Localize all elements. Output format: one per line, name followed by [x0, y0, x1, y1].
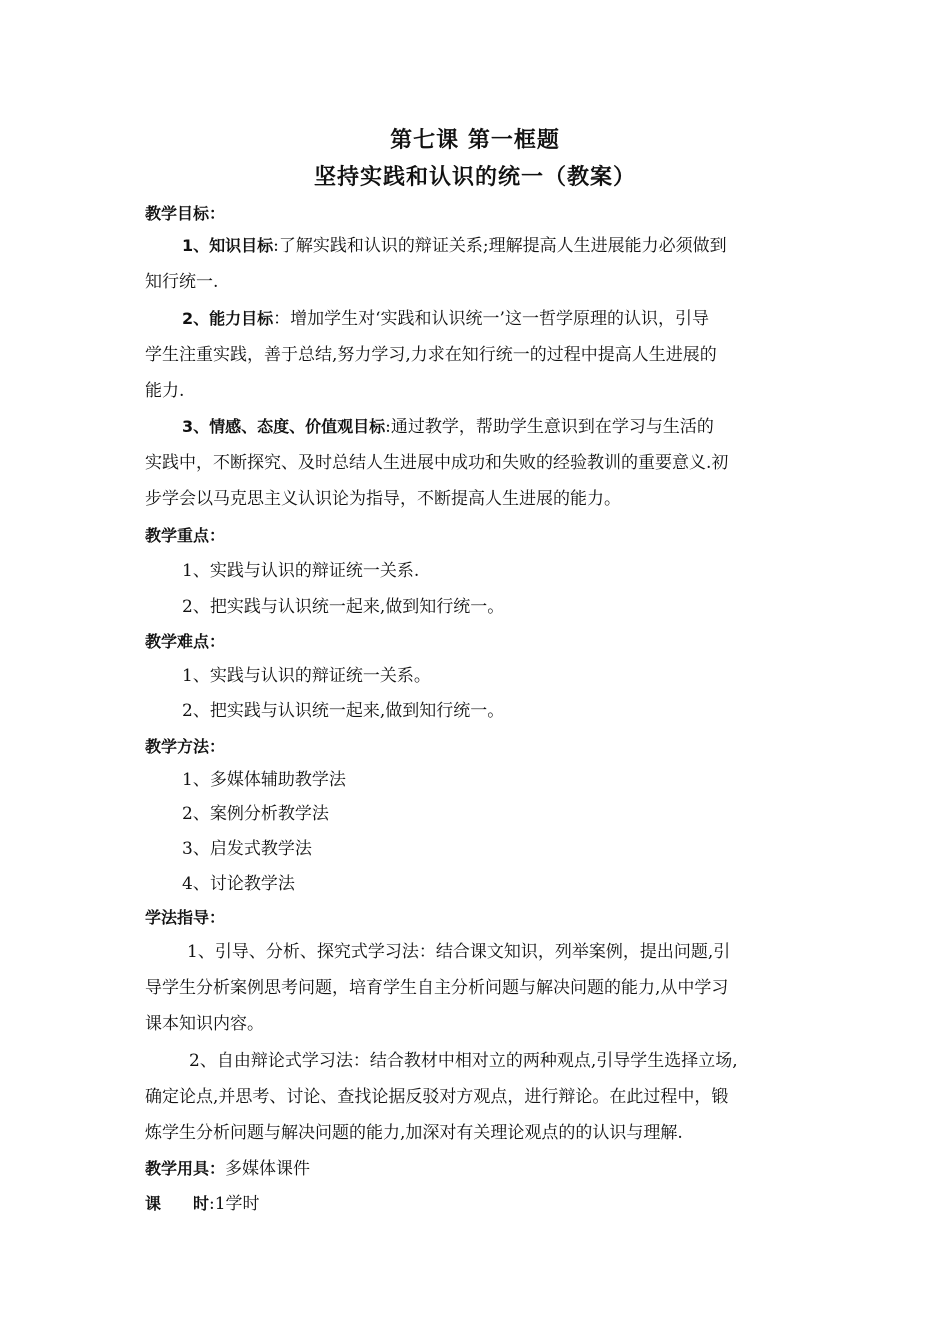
method-item: 1、多媒体辅助教学法: [182, 770, 346, 790]
guidance-p1-line: 课本知识内容。: [145, 1014, 264, 1034]
goal-ability-line-2: 学生注重实践，善于总结,努力学习,力求在知行统一的过程中提高人生进展的: [145, 345, 717, 365]
doc-title: 第七课 第一框题: [390, 128, 560, 153]
difficulty-item: 2、把实践与认识统一起来,做到知行统一。: [182, 701, 505, 721]
goal-knowledge-line-1: [182, 234, 862, 258]
guidance-p2-line: 2、自由辩论式学习法：结合教材中相对立的两种观点,引导学生选择立场,: [189, 1051, 738, 1071]
goal-emotion-label: 3、情感、态度、价值观目标: [182, 417, 386, 436]
guidance-p2-line: 炼学生分析问题与解决问题的能力,加深对有关理论观点的的认识与理解.: [145, 1123, 683, 1143]
goal-knowledge-line-2: 知行统一.: [145, 272, 219, 292]
hours-line: [145, 1192, 825, 1216]
goal-knowledge-text: :了解实践和认识的辩证关系;理解提高人生进展能力必须做到: [273, 236, 727, 256]
methods-heading: 教学方法：: [145, 737, 226, 756]
key-points-heading: 教学重点：: [145, 526, 226, 545]
tools-line: [145, 1157, 825, 1181]
method-item: 4、讨论教学法: [182, 874, 295, 894]
hours-value: :1学时: [209, 1194, 260, 1214]
goal-ability-text: ：增加学生对‘实践和认识统一’这一哲学原理的认识，引导: [273, 309, 709, 329]
guidance-heading: 学法指导：: [145, 908, 226, 927]
guidance-p1-line: 1、引导、分析、探究式学习法：结合课文知识，列举案例，提出问题,引: [187, 942, 731, 962]
guidance-p1-line: 导学生分析案例思考问题，培育学生自主分析问题与解决问题的能力,从中学习: [145, 978, 729, 998]
method-item: 3、启发式教学法: [182, 839, 312, 859]
difficulty-item: 1、实践与认识的辩证统一关系。: [182, 666, 431, 686]
goal-emotion-text: :通过教学，帮助学生意识到在学习与生活的: [385, 417, 714, 437]
key-point-item: 1、实践与认识的辩证统一关系.: [182, 561, 420, 581]
goals-heading: 教学目标：: [145, 204, 226, 223]
goal-emotion-line-1: [182, 415, 862, 439]
doc-subtitle: 坚持实践和认识的统一（教案）: [313, 165, 636, 190]
guidance-p2-line: 确定论点,并思考、讨论、查找论据反驳对方观点，进行辩论。在此过程中，锻: [145, 1087, 729, 1107]
key-point-item: 2、把实践与认识统一起来,做到知行统一。: [182, 597, 505, 617]
tools-value: 多媒体课件: [225, 1159, 311, 1179]
hours-label: 课 时: [145, 1194, 210, 1213]
difficulties-heading: 教学难点：: [145, 632, 226, 651]
goal-emotion-line-3: 步学会以马克思主义认识论为指导，不断提高人生进展的能力。: [145, 489, 621, 509]
tools-label: 教学用具：: [145, 1159, 226, 1178]
goal-ability-line-1: [182, 307, 862, 331]
goal-ability-line-3: 能力.: [145, 381, 185, 401]
method-item: 2、案例分析教学法: [182, 804, 329, 824]
goal-emotion-line-2: 实践中，不断探究、及时总结人生进展中成功和失败的经验教训的重要意义.初: [145, 453, 729, 473]
goal-ability-label: 2、能力目标: [182, 309, 274, 328]
goal-knowledge-label: 1、知识目标: [182, 236, 274, 255]
